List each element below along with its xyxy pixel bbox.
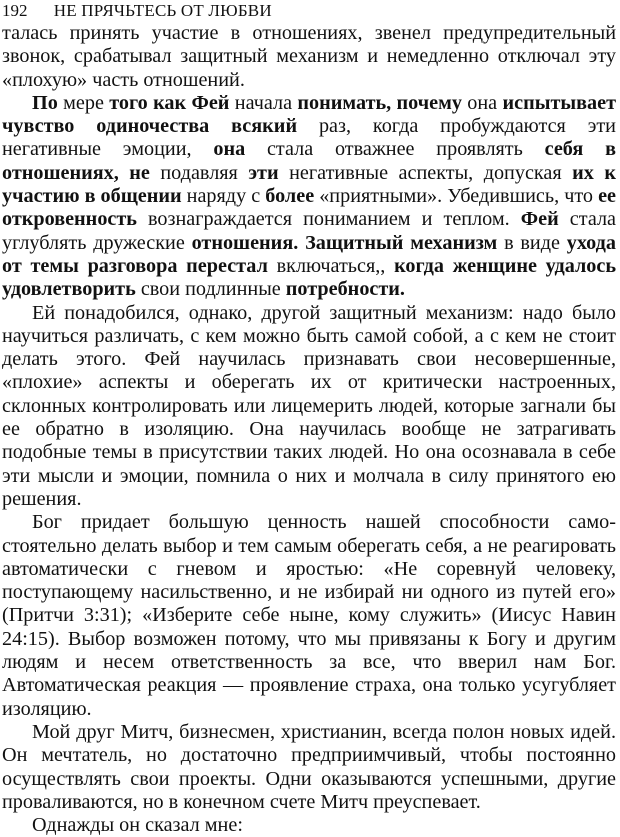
bold-text: когда женщине удалось удовлетворить	[2, 254, 617, 301]
text-run: начала	[229, 91, 298, 114]
text-run: в виде	[497, 231, 567, 254]
bold-text: Фей	[520, 208, 559, 231]
paragraph	[2, 22, 616, 92]
paragraph	[2, 511, 616, 721]
text-run: вознаграждается пониманием и теплом.	[136, 208, 521, 231]
bold-text: она	[213, 138, 246, 161]
text-run: мере	[57, 91, 110, 114]
bold-text: По	[32, 91, 58, 114]
text-run: Ей понадобился, однако, другой защитный механизм: надо было научиться различать, с кем можно быть самой собой, а с кем не стоит делать этого. Фей научилась признавать свои несовершенные, «плохие» аспекты и оберегать их от критически настроенных, склонных контролировать или лицемерить людей, которые загнали бы ее обратно в изоляцию. Она научилась вообще не затрагивать подобные темы в присутствии таких людей. Но она осознавала в себе эти мысли и эмоции, помнила о них и молчала в силу принятого ею решения.	[2, 301, 616, 510]
text-run: Однажды он сказал мне:	[32, 814, 243, 837]
text-run: подавляя	[149, 161, 249, 184]
text-run: стала углублять дружеские	[2, 208, 617, 254]
text-run: талась принять участие в отношениях, звенел предупредительный звонок, срабатывал защитный механизм и немедленно отключал эту «плохую» часть отношений.	[2, 22, 616, 91]
bold-text: себя в отношениях, не	[2, 138, 616, 184]
text-run: «приятными». Убедившись, что	[314, 185, 599, 208]
body-text	[2, 22, 616, 837]
bold-text: того как Фей	[109, 91, 230, 114]
paragraph	[2, 92, 616, 302]
paragraph	[2, 302, 616, 512]
text-run: включаться,,	[267, 254, 395, 277]
text-run: Бог придает большую ценность нашей способности самостоятельно делать выбор и тем самым оберегать себя, а не реагировать автоматически с гневом и яростью: «Не соревнуй человеку, поступающему насильственно, и не избирай ни одного из путей его» (Притчи 3:31); «Изберите себе ныне, кому служить» (Иисус Навин 24:15). Выбор возможен потому, что мы привязаны к Богу и другим людям и несем ответственность за все, что вверил нам Бог. Автоматическая реакция — проявление страха, она только усугубляет изоляцию.	[2, 511, 616, 720]
book-page	[2, 0, 616, 837]
paragraph	[2, 721, 616, 814]
text-run: раз, когда пробуждаются эти негативные эмоции,	[2, 115, 616, 161]
text-run: она	[461, 91, 503, 114]
text-run: наряду с	[181, 185, 266, 208]
text-run: свои подлинные	[135, 278, 286, 301]
page-number: 192	[2, 1, 28, 20]
bold-text: понимать, почему	[297, 91, 462, 114]
bold-text: их к участию в общении	[2, 161, 616, 208]
running-header	[2, 0, 616, 22]
bold-text: эти	[248, 161, 279, 184]
text-run: стала отважнее проявлять	[245, 138, 545, 161]
bold-text: более	[265, 185, 315, 208]
bold-text: ее откровенность	[2, 185, 616, 231]
bold-text: отношения. Защитный механизм	[191, 231, 498, 254]
bold-text: испытывает чувство одиночества всякий	[2, 91, 617, 138]
bold-text: потребности.	[285, 278, 405, 301]
text-run: Мой друг Митч, бизнесмен, христианин, всегда полон новых идей. Он мечтатель, но достаточно предприимчивый, чтобы постоянно осуществлять свои проекты. Одни оказываются успешными, другие проваливаются, но в конечном счете Митч преуспевает.	[2, 720, 616, 813]
paragraph	[2, 814, 616, 837]
text-run: негативные аспекты, допуская	[278, 161, 573, 184]
running-title: НЕ ПРЯЧЬТЕСЬ ОТ ЛЮБВИ	[53, 1, 272, 20]
bold-text: ухода от темы разговора перестал	[2, 231, 616, 277]
